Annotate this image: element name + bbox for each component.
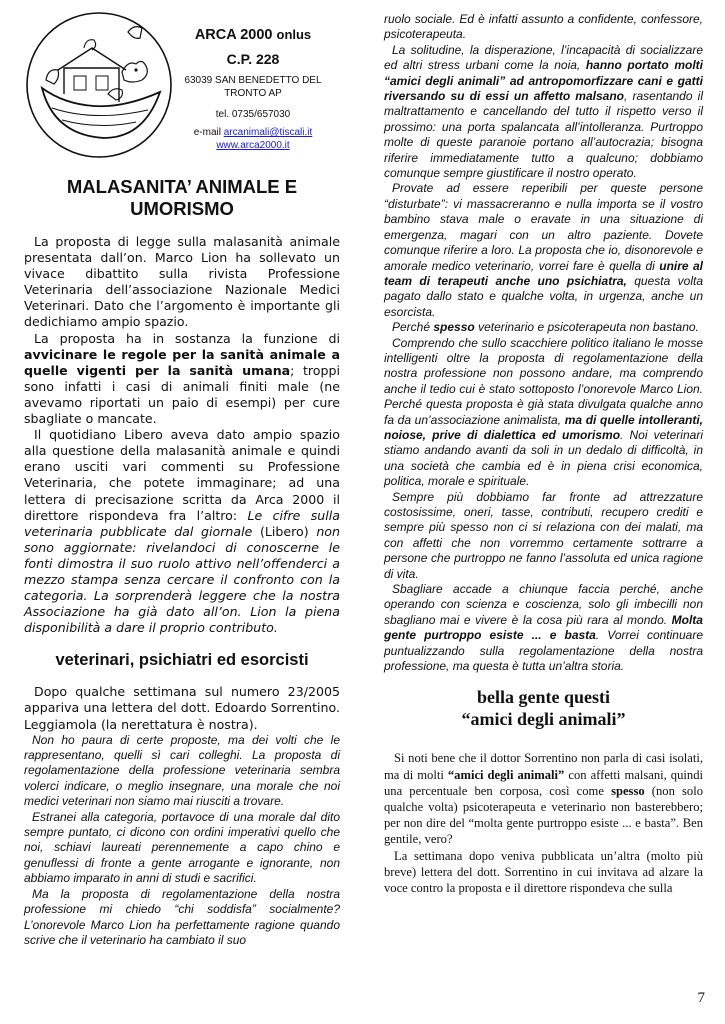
article-title bbox=[24, 176, 340, 220]
quote-5 bbox=[384, 43, 703, 182]
paragraph-4: Dopo qualche settimana sul numero 23/2005 appariva una lettera del dott. Edoardo Sorrentino. Leggiamola (la nerettatura è nostra). bbox=[24, 684, 340, 732]
q5-bold: hanno portato molti “amici degli animali” ad antropomorfizzare cani e gatti riversando su di essi un affetto malsano bbox=[384, 58, 703, 104]
p5-text-a: Si noti bene che il dottor Sorrentino non parla di casi isolati, ma di molti bbox=[384, 751, 703, 782]
p2-text-a: La proposta ha in sostanza la funzione di bbox=[34, 330, 340, 346]
email-label: e-mail bbox=[193, 127, 221, 138]
telephone: tel. 0735/657030 bbox=[215, 109, 291, 120]
address-line1: 63039 SAN BENEDETTO DEL bbox=[184, 75, 322, 86]
q8-text-c: . Noi veterinari stiamo andando avanti da soli in un dedalo di difficoltà, in una società che cambia ed è in piena crisi economica, politica, morale e spirituale. bbox=[384, 427, 703, 489]
q8-bold: ma di quelle intolleranti, noiose, prive di dialettica ed umorismo bbox=[384, 412, 703, 442]
q7-text-c: veterinario e psicoterapeuta non bastano. bbox=[478, 320, 699, 335]
p5-text-c: con affetti malsani, quindi una percentuale ben corposa, così come bbox=[384, 767, 703, 798]
h3-line1: bella gente questi bbox=[477, 687, 610, 708]
address bbox=[178, 74, 328, 100]
left-column bbox=[24, 176, 340, 948]
org-info bbox=[178, 27, 328, 152]
quote-10 bbox=[384, 582, 703, 674]
p3-italic-b: Le cifre sulla veterinaria pubblicate dal giornale bbox=[24, 507, 340, 539]
title-line2: UMORISMO bbox=[130, 198, 234, 219]
org-suffix: onlus bbox=[276, 27, 312, 42]
q10-text-c: . Vorrei continuare puntualizzando sulla regolamentazione della nostra professione, ma questa è tutta un’altra storia. bbox=[384, 628, 703, 674]
p5-bold-d: spesso bbox=[611, 783, 645, 798]
right-column bbox=[384, 12, 703, 896]
q7-bold: spesso bbox=[433, 320, 475, 335]
org-name bbox=[178, 27, 328, 43]
q10-bold: Molta gente purtroppo esiste ... e basta bbox=[384, 612, 703, 643]
q6-text-a: Provate ad essere reperibili per queste persone “disturbate”: vi massacreranno e nulla importa se il vostro bambino stava male o eravate in una situazione di emergenza, magari con un altro paziente. Dovete comunque riferire a loro. La proposta che io, disonorevole e amorale medico veterinario, vorrei fare è quella di bbox=[384, 181, 703, 273]
arca-2000-logo bbox=[24, 10, 174, 160]
quote-2: Estranei alla categoria, portavoce di una morale dal dito sempre puntato, ci dicono con ordini imperativi quello che noi, schiavi laureati perennemente a capo chino e genuflessi di fronte a gente arrogante e ignorante, non abbiamo imparato in anni di studi e sacrifici. bbox=[24, 809, 340, 886]
org-name-text: ARCA 2000 bbox=[194, 27, 273, 43]
p3-italic-d: non sono aggiornate: rivelandoci di conoscerne le fonti dimostra il suo ruolo attivo nell’offenderci a mezzo stampa senza cercare il confronto con la categoria. La sorprenderà leggere che la nostra Associazione ha già dato all’on. Lion la piena disponibilità a dare il proprio contributo. bbox=[24, 523, 340, 636]
q6-text-c: questa volta pagato dallo stato e qualche volta, in urgenza, anche un esorcista. bbox=[384, 273, 703, 319]
contacts bbox=[178, 126, 328, 152]
q7-text-a: Perché bbox=[392, 320, 431, 335]
quote-1: Non ho paura di certe proposte, ma dei volti che le rappresentano, quelli sì cari colleghi. La proposta di regolamentazione della professione veterinaria sembra volerci indicare, o meglio insegnare, una morale che noi medici veterinari non siamo mai riusciti a trovare. bbox=[24, 732, 340, 809]
po-box: C.P. 228 bbox=[226, 51, 280, 67]
paragraph-1: La proposta di legge sulla malasanità animale presentata dall’on. Marco Lion ha sollevato un vivace dibattito sulla rivista Professione Veterinaria dell’associazione Nazionale Medici Veterinari. Dato che l’argomento è importante gli dedichiamo ampio spazio. bbox=[24, 234, 340, 330]
quote-8 bbox=[384, 336, 703, 490]
q8-text-a: Comprendo che sullo scacchiere politico italiano le mosse intelligenti oltre la proposta di regolamentazione della nostra professione non possono andare, ma comprendo anche il tedio cui è stato sottoposto l’onorevole Marco Lion. Perché questa proposta è già stata divulgata qualche anno fa da un’associazione animalista, bbox=[384, 335, 703, 427]
h3-line2: “amici degli animali” bbox=[461, 709, 626, 730]
website-link[interactable]: www.arca2000.it bbox=[216, 140, 290, 151]
address-line2: TRONTO AP bbox=[224, 88, 282, 99]
quote-3: Ma la proposta di regolamentazione della nostra professione mi chiedo “chi soddisfa” socialmente? L’onorevole Marco Lion ha perfettamente ragione quando scrive che il veterinario ha cambiato il suo bbox=[24, 886, 340, 947]
p5-text-e: (non solo qualche volta) psicoterapeuta e veterinario non basterebbero; per non dire del “molta gente purtroppo esiste ... e basta”. Ben gentile, vero? bbox=[384, 783, 704, 847]
p3-text-a: Il quotidiano Libero aveva dato ampio spazio alla questione della malasanità animale e quindi erano usciti vari commenti su Professione Veterinaria, che potete immaginare; ad una lettera di precisazione scritta da Arca 2000 il direttore rispondeva fra l’altro: bbox=[24, 427, 340, 523]
q10-text-a: Sbagliare accade a chiunque faccia perché, anche operando con scienza e coscienza, solo gli imbecilli non sbagliano mai e vivere è la cosa più rara al mondo. bbox=[384, 582, 703, 627]
quote-4: ruolo sociale. Ed è infatti assunto a confidente, confessore, psicoterapeuta. bbox=[384, 12, 703, 42]
email-link[interactable]: arcanimali@tiscali.it bbox=[223, 127, 313, 138]
p2-text-c: ; troppi sono infatti i casi di animali finiti male (ne avevamo riportati un paio di esempi) per cure sbagliate o mancate. bbox=[24, 362, 340, 427]
p5-bold-b: “amici degli animali” bbox=[447, 767, 565, 782]
paragraph-2 bbox=[24, 331, 340, 428]
paragraph-3 bbox=[24, 427, 340, 636]
paragraph-6: La settimana dopo veniva pubblicata un’altra (molto più breve) lettera del dott. Sorrentino in cui invitava ad alzare la voce contro la proposta e il direttore rispondeva che sulla bbox=[384, 848, 703, 896]
p2-bold: avvicinare le regole per la sanità animale a quelle vigenti per la sanità umana bbox=[24, 346, 340, 378]
page-number: 7 bbox=[697, 990, 705, 1006]
q6-bold: unire al team di terapeuti anche uno psichiatra, bbox=[384, 258, 703, 288]
title-line1: MALASANITA’ ANIMALE E bbox=[66, 176, 298, 197]
q5-text-c: , rasentando il maltrattamento e cancellando del tutto il rispetto verso il prossimo: una porta spalancata all’intolleranza. Purtroppo molte di queste paranoie portano all’autocrazia; bisogna riferire immediatamente tutto a qualcuno; dobbiamo comunque sempre giustificare il nostro operato. bbox=[384, 89, 703, 181]
q5-text-a: La solitudine, la disperazione, l’incapacità di socializzare ed altri stress urbani come la noia, bbox=[384, 42, 703, 73]
section-heading-veterinari: veterinari, psichiatri ed esorcisti bbox=[55, 651, 309, 670]
section-heading-bella-gente bbox=[384, 686, 703, 730]
quote-7 bbox=[384, 320, 703, 335]
quote-6 bbox=[384, 181, 703, 320]
paragraph-5 bbox=[384, 750, 703, 847]
p3-text-c: (Libero) bbox=[259, 523, 309, 539]
quote-9: Sempre più dobbiamo far fronte ad attrezzature costosissime, oneri, tasse, contributi, recupero crediti e sempre più spesso non ci si relaziona con dei malati, ma con affetti che non vorremmo certamente sottrarre a persone che purtroppo ne fanno l’assoluta ed unica ragione di vita. bbox=[384, 489, 703, 581]
